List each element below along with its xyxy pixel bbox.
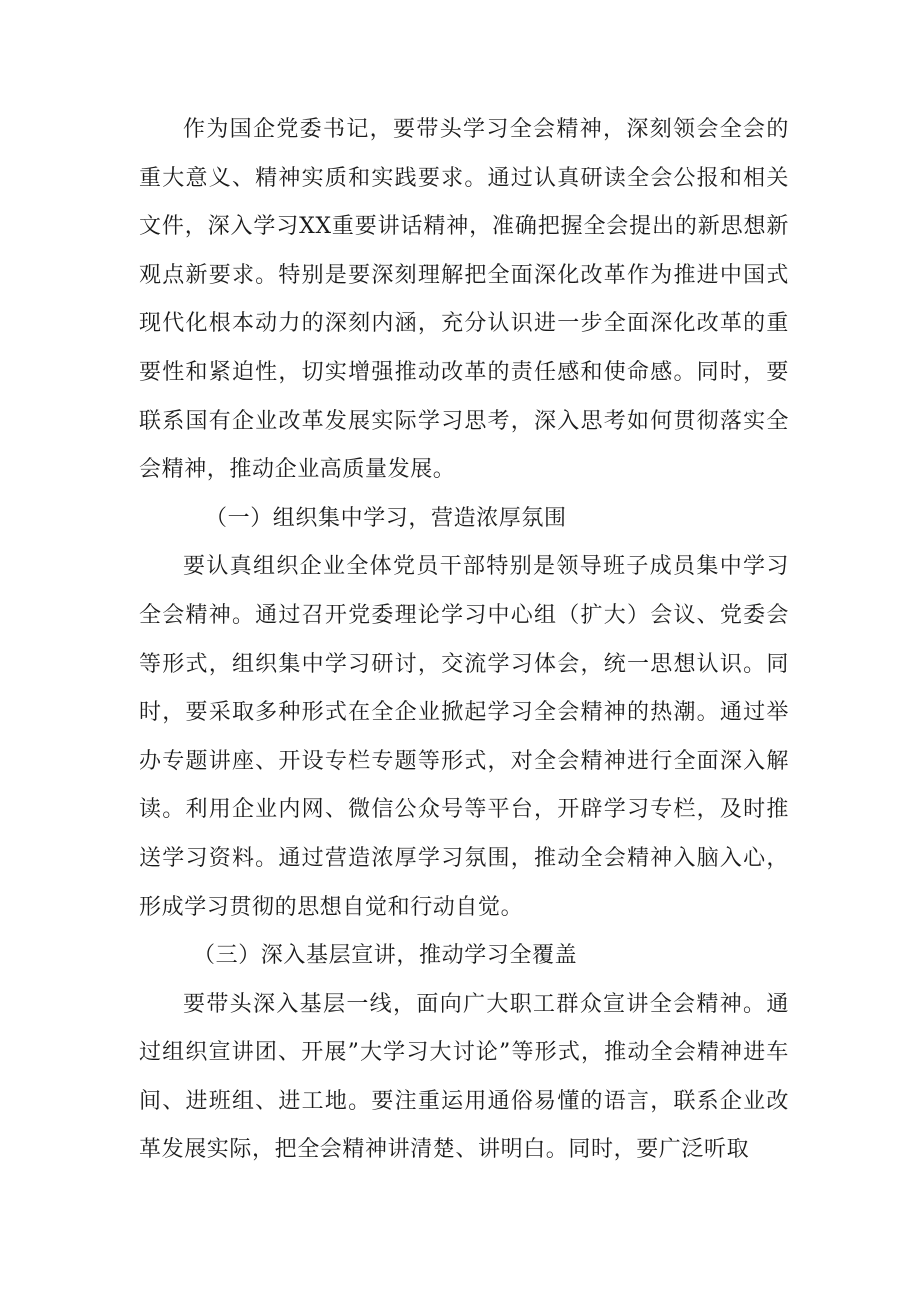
document-body [139, 106, 789, 1175]
section-heading: （一）组织集中学习，营造浓厚氛围 [205, 505, 567, 531]
body-paragraph: 要认真组织企业全体党员干部特别是领导班子成员集中学习全会精神。通过召开党委理论学习中心组（扩大）会议、党委会等形式，组织集中学习研讨，交流学习体会，统一思想认识。同时，要采取多种形式在全企业掀起学习全会精神的热潮。通过举办专题讲座、开设专栏专题等形式，对全会精神进行全面深入解读。利用企业内网、微信公众号等平台，开辟学习专栏，及时推送学习资料。通过营造浓厚学习氛围，推动全会精神入脑入心，形成学习贯彻的思想自觉和行动自觉。 [139, 554, 789, 920]
body-paragraph: 要带头深入基层一线，面向广大职工群众宣讲全会精神。通过组织宣讲团、开展”大学习大讨论”等形式，推动全会精神进车间、进班组、进工地。要注重运用通俗易懂的语言，联系企业改革发展实际，把全会精神讲清楚、讲明白。同时，要广泛听取 [139, 991, 789, 1163]
body-paragraph: 作为国企党委书记，要带头学习全会精神，深刻领会全会的重大意义、精神实质和实践要求。通过认真研读全会公报和相关文件，深入学习XX重要讲话精神，准确把握全会提出的新思想新观点新要求。特别是要深刻理解把全面深化改革作为推进中国式现代化根本动力的深刻内涵，充分认识进一步全面深化改革的重要性和紧迫性，切实增强推动改革的责任感和使命感。同时，要联系国有企业改革发展实际学习思考，深入思考如何贯彻落实全会精神，推动企业高质量发展。 [139, 117, 789, 483]
section-heading: （三）深入基层宣讲，推动学习全覆盖 [193, 943, 578, 969]
